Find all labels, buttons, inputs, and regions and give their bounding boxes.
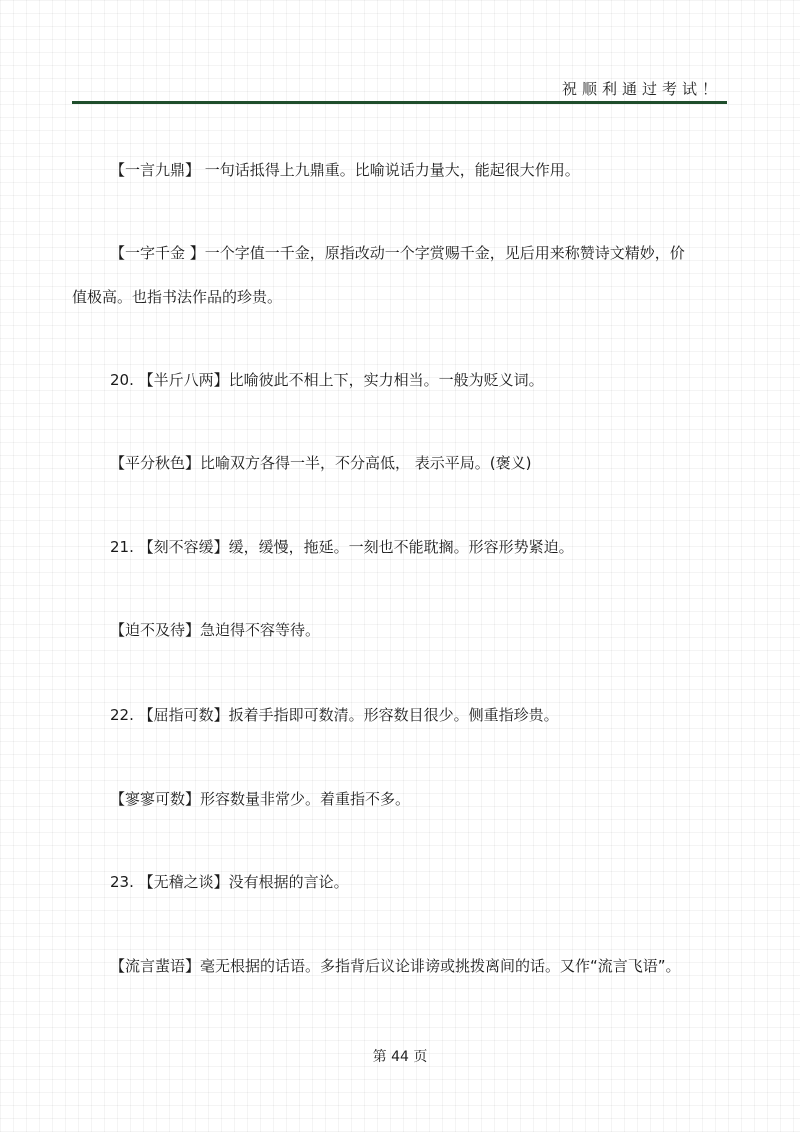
entry-ping-fen-qiu-se: 【平分秋色】比喻双方各得一半，不分高低， 表示平局。(褒义) [110, 454, 532, 472]
page-number: 第 44 页 [372, 1049, 428, 1065]
entry-yi-yan-jiu-ding: 【一言九鼎】 一句话抵得上九鼎重。比喻说话力量大，能起很大作用。 [110, 161, 580, 179]
entry-21-ke-bu-rong-huan: 21. 【刻不容缓】缓，缓慢，拖延。一刻也不能耽搁。形容形势紧迫。 [110, 538, 574, 556]
header-slogan: 祝顺利通过考试！ [561, 80, 722, 98]
entry-yi-zi-qian-jin: 【一字千金 】一个字值一千金，原指改动一个字赏赐千金，见后用来称赞诗文精妙，价 [110, 244, 685, 262]
header-divider [72, 101, 727, 104]
entry-po-bu-ji-dai: 【迫不及待】急迫得不容等待。 [110, 621, 321, 639]
entry-liao-liao-ke-shu: 【寥寥可数】形容数量非常少。着重指不多。 [110, 790, 411, 808]
entry-20-ban-jin-ba-liang: 20. 【半斤八两】比喻彼此不相上下，实力相当。一般为贬义词。 [110, 371, 544, 389]
entry-yi-zi-qian-jin-continued: 值极高。也指书法作品的珍贵。 [72, 288, 283, 306]
entry-liu-yan-fei-yu: 【流言蜚语】毫无根据的话语。多指背后议论诽谤或挑拨离间的话。又作“流言飞语”。 [110, 957, 681, 975]
entry-23-wu-ji-zhi-tan: 23. 【无稽之谈】没有根据的言论。 [110, 873, 349, 891]
entry-22-qu-zhi-ke-shu: 22. 【屈指可数】扳着手指即可数清。形容数目很少。侧重指珍贵。 [110, 706, 559, 724]
